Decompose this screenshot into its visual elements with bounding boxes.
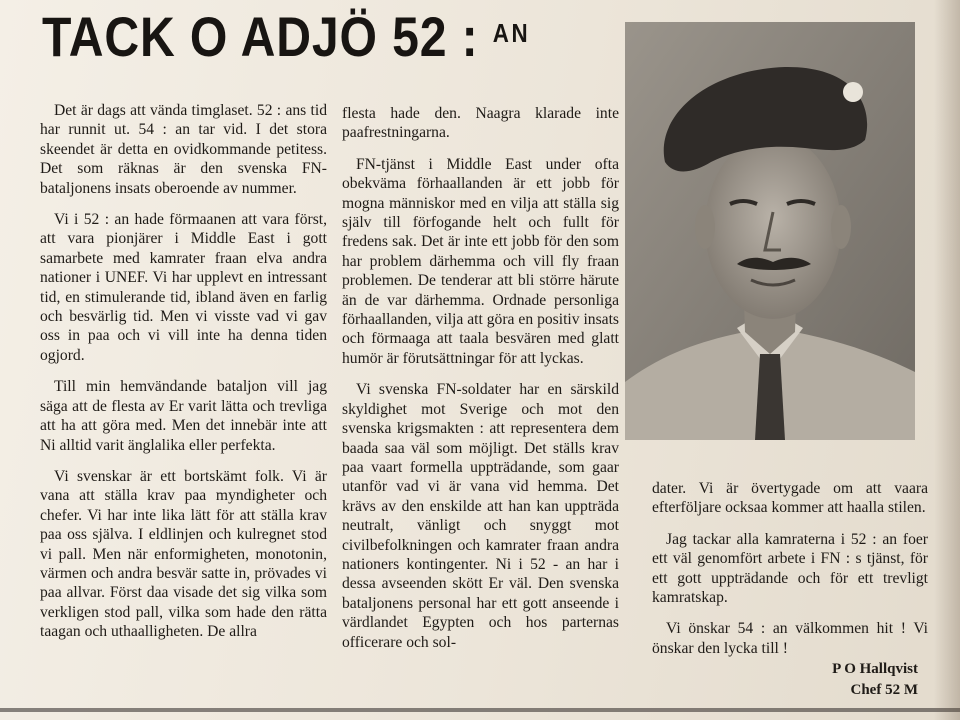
paragraph: FN-tjänst i Middle East under ofta obekväma förhaallanden är ett jobb för mogna människor med en vilja att ställa sig själv till förfogande helt och fullt för fredens sak. Det är inte ett jobb för den som har problem därhemma och vill fly fraan problemen. De tenderar att bli större härute än de var därhemma. Ordnade personliga förhaallanden, vilja att göra en positiv insats och förmaaga att taala besvären med glatt humör är förutsättningar för att lyckas. — [342, 155, 619, 367]
paragraph: Det är dags att vända timglaset. 52 : ans tid har runnit ut. 54 : an tar vid. I det stora skeendet är detta en ovidkommande petitess. Det som räknas är den svenska FN-bataljonens insats oberoende av nummer. — [40, 102, 327, 197]
paragraph: Jag tackar alla kamraterna i 52 : an foer ett väl genomfört arbete i FN : s tjänst, för ett gott uppträdande och för ett trevligt kamratskap. — [652, 530, 928, 607]
paragraph: flesta hade den. Naagra klarade inte paafrestningarna. — [342, 105, 619, 142]
headline — [42, 4, 530, 69]
signature-name: P O Hallqvist — [832, 661, 918, 678]
bottom-rule — [0, 708, 960, 712]
article-column-2 — [342, 104, 619, 652]
headline-suffix: AN — [492, 18, 531, 48]
paragraph: Vi svenskar är ett bortskämt folk. Vi är vana att ställa krav paa myndigheter och chefer. Vi har inte lika lätt för att ställa krav paa oss själva. I eldlinjen och kulregnet stod vi pall. Men när enformigheten, monotonin, värmen och andra besvär satte in, prövades vi paa allvar. Först daa visade det sig vilka som verkligen stod pall, vilka som hade den rätta taagan och uthaalligheten. De allra — [40, 467, 327, 641]
paragraph: Vi svenska FN-soldater har en särskild skyldighet mot Sverige och mot den svenska krigsmakten : att representera dem baada saa väl som möjligt. Det ställs krav paa vaart formella uppträdande, som gaar utanför vad vi är vana vid hemma. Det krävs av den enskilde att han kan uppträda neutralt, vänligt och snyggt mot civilbefolkningen och kamrater fraan andra nationers kontingenter. Ni i 52 - an har i dessa avseenden skött Er väl. Den svenska bataljonens personal har ett gott anseende i värdlandet Egypten och hos parternas officerare och sol- — [342, 381, 619, 651]
headline-main: TACK O ADJÖ 52 : — [42, 5, 479, 68]
article-column-3 — [652, 479, 928, 700]
paragraph: Till min hemvändande bataljon vill jag säga att de flesta av Er varit lätta och trevliga att ha att göra med. Men det innebär inte att Ni alltid varit änglalika eller perfekta. — [40, 378, 327, 454]
portrait-photo — [625, 22, 915, 440]
article-column-1 — [40, 101, 327, 642]
portrait-illustration — [625, 22, 915, 440]
signature-title: Chef 52 M — [850, 682, 918, 699]
paragraph: Vi i 52 : an hade förmaanen att vara först, att vara pionjärer i Middle East i gott samarbete med kamrater fraan elva andra nationer i UNEF. Vi har upplevt en intressant tid, en stimulerande tid, ibland även en farlig och besvärlig tid. Men vi visste vad vi gav oss in paa och vi vill inte ha denna tiden ogjord. — [40, 211, 327, 364]
paragraph: Vi önskar 54 : an välkommen hit ! Vi önskar den lycka till ! — [652, 620, 928, 657]
paragraph: dater. Vi är övertygade om att vaara efterföljare ocksaa kommer att haalla stilen. — [652, 480, 928, 517]
page-edge-shadow — [934, 0, 960, 720]
